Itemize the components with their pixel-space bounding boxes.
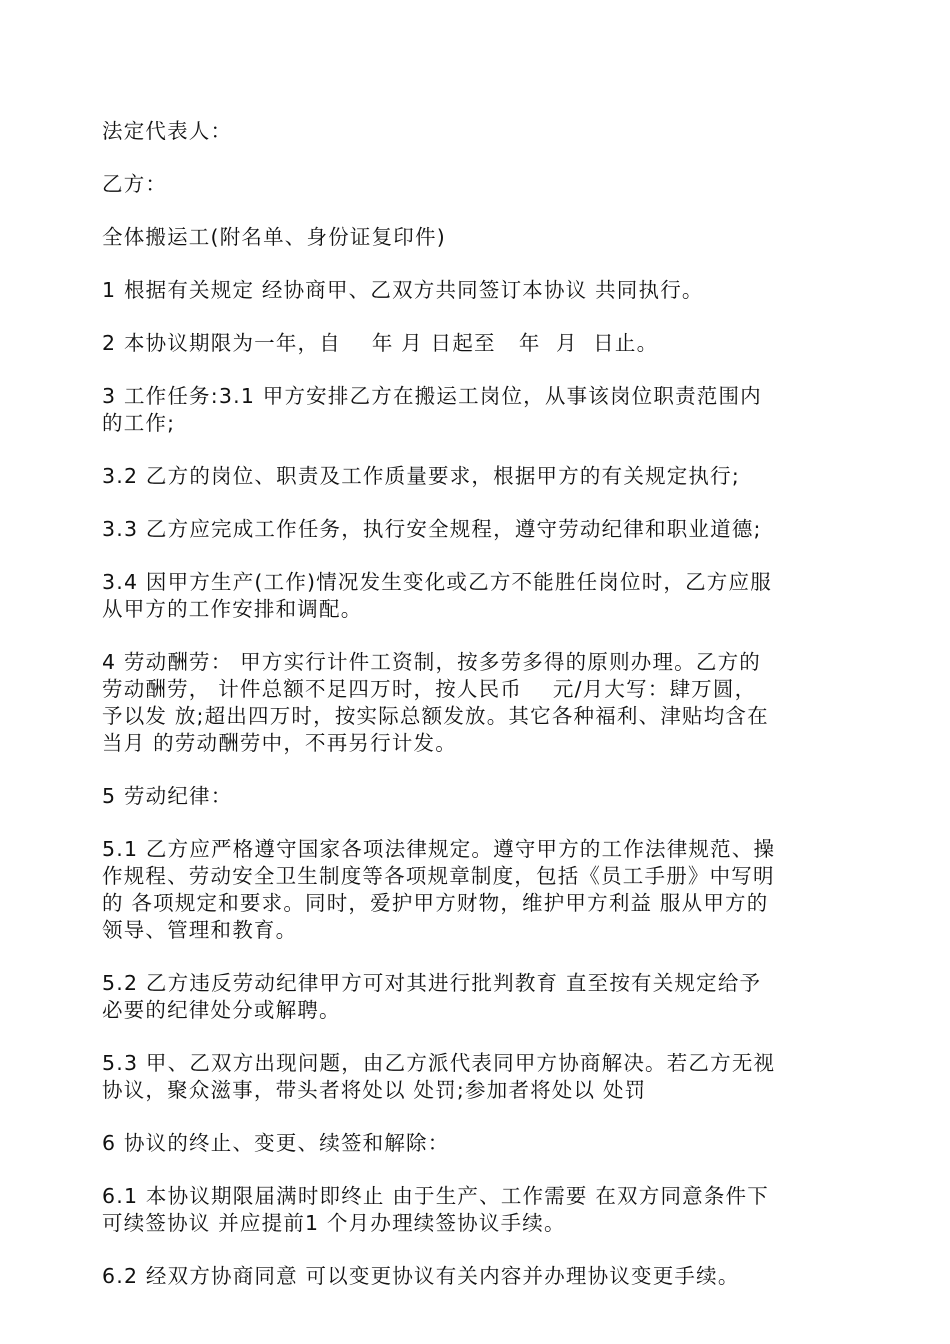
text-line: 从甲方的工作安排和调配。 <box>102 597 363 621</box>
text-line: 3.4 因甲方生产(工作)情况发生变化或乙方不能胜任岗位时，乙方应服 <box>102 570 772 594</box>
paragraph <box>102 277 854 304</box>
paragraph <box>102 118 854 145</box>
text-line: 2 本协议期限为一年，自 年 月 日起至 年 月 日止。 <box>102 331 659 355</box>
paragraph <box>102 330 854 357</box>
text-line: 的 各项规定和要求。同时，爱护甲方财物，维护甲方利益 服从甲方的 <box>102 891 769 915</box>
text-line: 作规程、劳动安全卫生制度等各项规章制度，包括《员工手册》中写明 <box>102 864 775 888</box>
paragraph <box>102 463 854 490</box>
paragraph <box>102 836 854 944</box>
paragraph <box>102 970 854 1024</box>
paragraph <box>102 1263 854 1290</box>
text-line: 当月 的劳动酬劳中，不再另行计发。 <box>102 731 457 755</box>
text-line: 3.3 乙方应完成工作任务，执行安全规程，遵守劳动纪律和职业道德; <box>102 517 762 541</box>
paragraph <box>102 516 854 543</box>
paragraph <box>102 1050 854 1104</box>
text-line: 6.1 本协议期限届满时即终止 由于生产、工作需要 在双方同意条件下 <box>102 1184 769 1208</box>
text-line: 4 劳动酬劳： 甲方实行计件工资制，按多劳多得的原则办理。乙方的 <box>102 650 761 674</box>
text-line: 法定代表人： <box>102 119 233 143</box>
text-line: 全体搬运工(附名单、身份证复印件) <box>102 225 446 249</box>
text-line: 5.2 乙方违反劳动纪律甲方可对其进行批判教育 直至按有关规定给予 <box>102 971 762 995</box>
text-line: 必要的纪律处分或解聘。 <box>102 998 341 1022</box>
text-line: 可续签协议 并应提前1 个月办理续签协议手续。 <box>102 1211 566 1235</box>
paragraph <box>102 1130 854 1157</box>
paragraph <box>102 783 854 810</box>
paragraph <box>102 224 854 251</box>
text-line: 5.3 甲、乙双方出现问题，由乙方派代表同甲方协商解决。若乙方无视 <box>102 1051 776 1075</box>
text-line: 6 协议的终止、变更、续签和解除： <box>102 1131 450 1155</box>
paragraph <box>102 649 854 757</box>
paragraph <box>102 383 854 437</box>
text-line: 3.2 乙方的岗位、职责及工作质量要求，根据甲方的有关规定执行; <box>102 464 740 488</box>
text-line: 5.1 乙方应严格遵守国家各项法律规定。遵守甲方的工作法律规范、操 <box>102 837 776 861</box>
text-line: 乙方： <box>102 172 168 196</box>
text-line: 协议，聚众滋事，带头者将处以 处罚;参加者将处以 处罚 <box>102 1078 647 1102</box>
text-line: 3 工作任务:3.1 甲方安排乙方在搬运工岗位，从事该岗位职责范围内 <box>102 384 762 408</box>
document-body <box>102 118 854 1316</box>
text-line: 的工作; <box>102 411 176 435</box>
text-line: 领导、管理和教育。 <box>102 918 298 942</box>
text-line: 6.2 经双方协商同意 可以变更协议有关内容并办理协议变更手续。 <box>102 1264 740 1288</box>
text-line: 劳动酬劳， 计件总额不足四万时，按人民币 元/月大写：肆万圆， <box>102 677 757 701</box>
text-line: 5 劳动纪律： <box>102 784 233 808</box>
text-line: 1 根据有关规定 经协商甲、乙双方共同签订本协议 共同执行。 <box>102 278 704 302</box>
text-line: 予以发 放;超出四万时，按实际总额发放。其它各种福利、津贴均含在 <box>102 704 769 728</box>
paragraph <box>102 569 854 623</box>
paragraph <box>102 1183 854 1237</box>
paragraph <box>102 171 854 198</box>
